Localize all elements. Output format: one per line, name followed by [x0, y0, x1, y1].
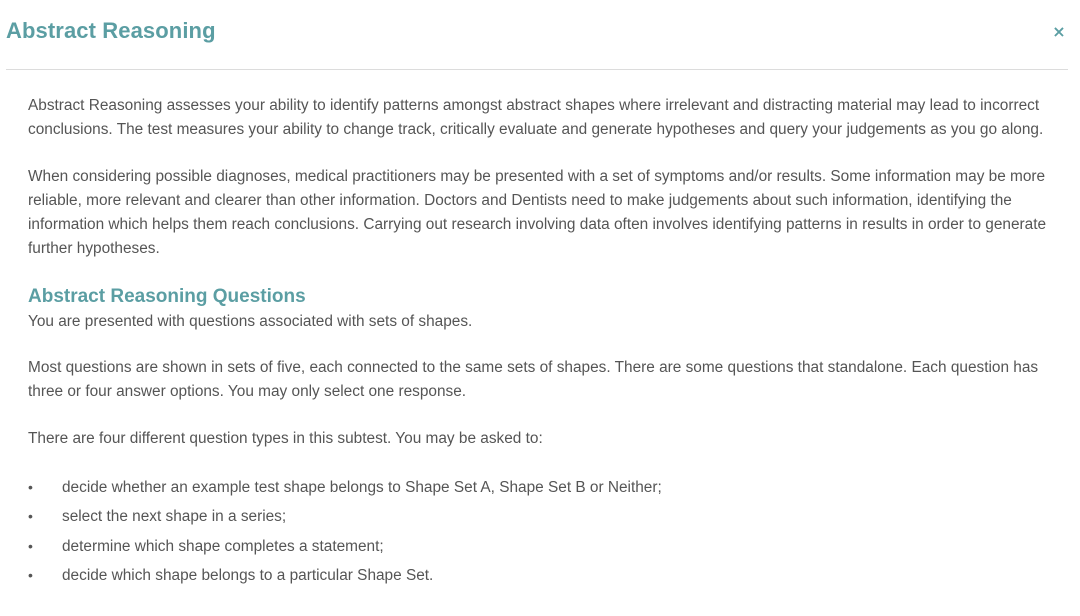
list-item	[28, 561, 1048, 591]
questions-paragraph-1: You are presented with questions associated with sets of shapes.	[28, 312, 473, 330]
list-item	[28, 532, 1048, 562]
bullet-icon: •	[28, 567, 33, 584]
list-item	[28, 502, 1048, 532]
bullet-icon: •	[28, 508, 33, 525]
list-item-text: determine which shape completes a statement;	[62, 537, 384, 555]
list-item-text: decide whether an example test shape belongs to Shape Set A, Shape Set B or Neither;	[62, 478, 662, 496]
list-item-text: decide which shape belongs to a particular Shape Set.	[62, 567, 434, 585]
header-divider	[6, 69, 1068, 70]
intro-paragraph-1: Abstract Reasoning assesses your ability to identify patterns amongst abstract shapes where irrelevant and distracting material may lead to incorrect conclusions. The test measures your ability to change track, critically evaluate and generate hypotheses and query your judgements as you go along.	[28, 97, 1044, 139]
questions-paragraph-2: Most questions are shown in sets of five, each connected to the same sets of shapes. There are some questions that standalone. Each question has three or four answer options. You may only select one response.	[28, 359, 1039, 401]
close-button[interactable]: ×	[1050, 22, 1068, 42]
list-item	[28, 473, 1048, 503]
questions-paragraph-3: There are four different question types in this subtest. You may be asked to:	[28, 429, 543, 447]
questions-heading: Abstract Reasoning Questions	[28, 285, 306, 307]
modal-title: Abstract Reasoning	[6, 18, 216, 43]
question-types-list	[28, 473, 1048, 591]
bullet-icon: •	[28, 478, 33, 495]
modal-body	[28, 94, 1048, 591]
list-item-text: select the next shape in a series;	[62, 508, 287, 526]
modal-header	[0, 0, 1080, 70]
intro-paragraph-2: When considering possible diagnoses, medical practitioners may be presented with a set of symptoms and/or results. Some information may be more reliable, more relevant and clearer than other information. Doctors and Dentists need to make judgements about such information, identifying the information which helps them reach conclusions. Carrying out research involving data often involves identifying patterns in results in order to generate further hypotheses.	[28, 167, 1047, 258]
bullet-icon: •	[28, 537, 33, 554]
